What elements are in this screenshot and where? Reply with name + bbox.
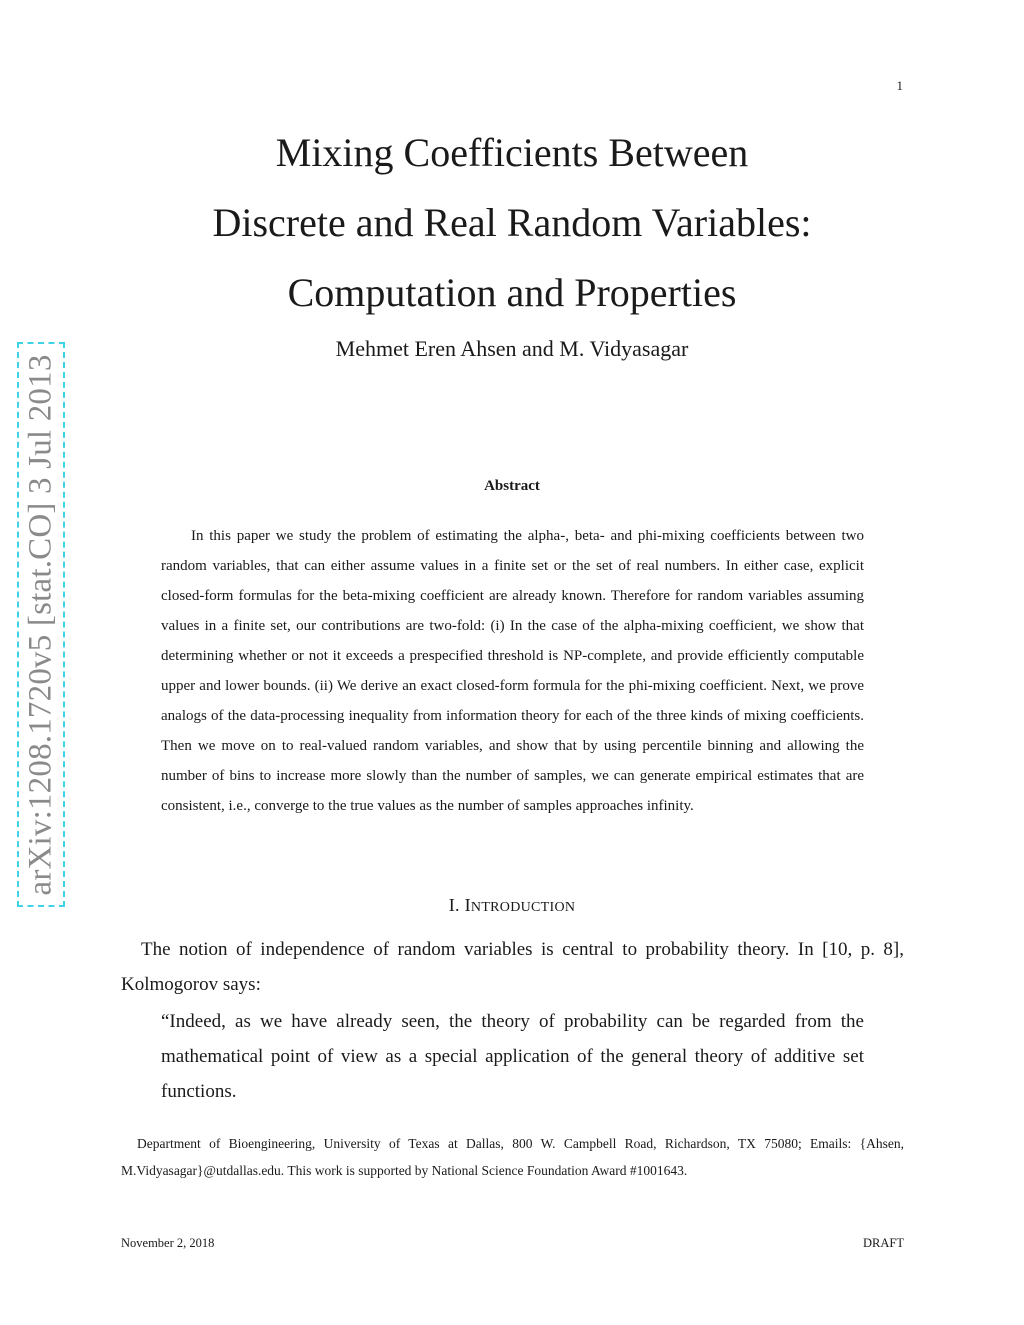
arxiv-stamp[interactable] [17, 342, 65, 907]
paper-title [0, 118, 1024, 328]
section-heading-introduction [0, 895, 1024, 916]
title-line-1: Mixing Coefficients Between [275, 130, 749, 175]
page-number: 1 [896, 78, 903, 93]
abstract-heading: Abstract [484, 478, 540, 494]
abstract-text: In this paper we study the problem of estimating the alpha-, beta- and phi-mixing coefficients between two random variables, that can either assume values in a finite set or the set of real numbers. In either case, explicit closed-form formulas for the beta-mixing coefficient are already known. Therefore for random variables assuming values in a finite set, our contributions are two-fold: (i) In the case of the alpha-mixing coefficient, we show that determining whether or not it exceeds a prespecified threshold is NP-complete, and provide efficiently computable upper and lower bounds. (ii) We derive an exact closed-form formula for the phi-mixing coefficient. Next, we prove analogs of the data-processing inequality from information theory for each of the three kinds of mixing coefficients. Then we move on to real-valued random variables, and show that by using percentile binning and allowing the number of bins to increase more slowly than the number of samples, we can generate empirical estimates that are consistent, i.e., converge to the true values as the number of samples approaches infinity. [161, 528, 864, 814]
section-title-rest: NTRODUCTION [470, 900, 576, 915]
title-line-2: Discrete and Real Random Variables: [212, 200, 812, 245]
kolmogorov-quote: “Indeed, as we have already seen, the theory of probability can be regarded from the mathematical point of view as a special application of the general theory of additive set functions. [161, 1011, 864, 1102]
affiliation-footnote: Department of Bioengineering, University of Texas at Dallas, 800 W. Campbell Road, Richardson, TX 75080; Emails: {Ahsen, M.Vidyasagar}@utdallas.edu. This work is supported by National Science Foundation Award #1001643. [121, 1136, 904, 1178]
author-list: Mehmet Eren Ahsen and M. Vidyasagar [335, 336, 689, 361]
arxiv-identifier[interactable]: arXiv:1208.1720v5 [stat.CO] 3 Jul 2013 [22, 353, 59, 896]
section-numeral: I. [448, 895, 460, 915]
title-line-3: Computation and Properties [287, 270, 737, 315]
section-title-initial: I [464, 895, 471, 915]
footer-draft-label: DRAFT [863, 1236, 904, 1250]
introduction-paragraph: The notion of independence of random variables is central to probability theory. In [10, p. 8], Kolmogorov says: [121, 939, 904, 995]
footer-date: November 2, 2018 [121, 1236, 215, 1250]
